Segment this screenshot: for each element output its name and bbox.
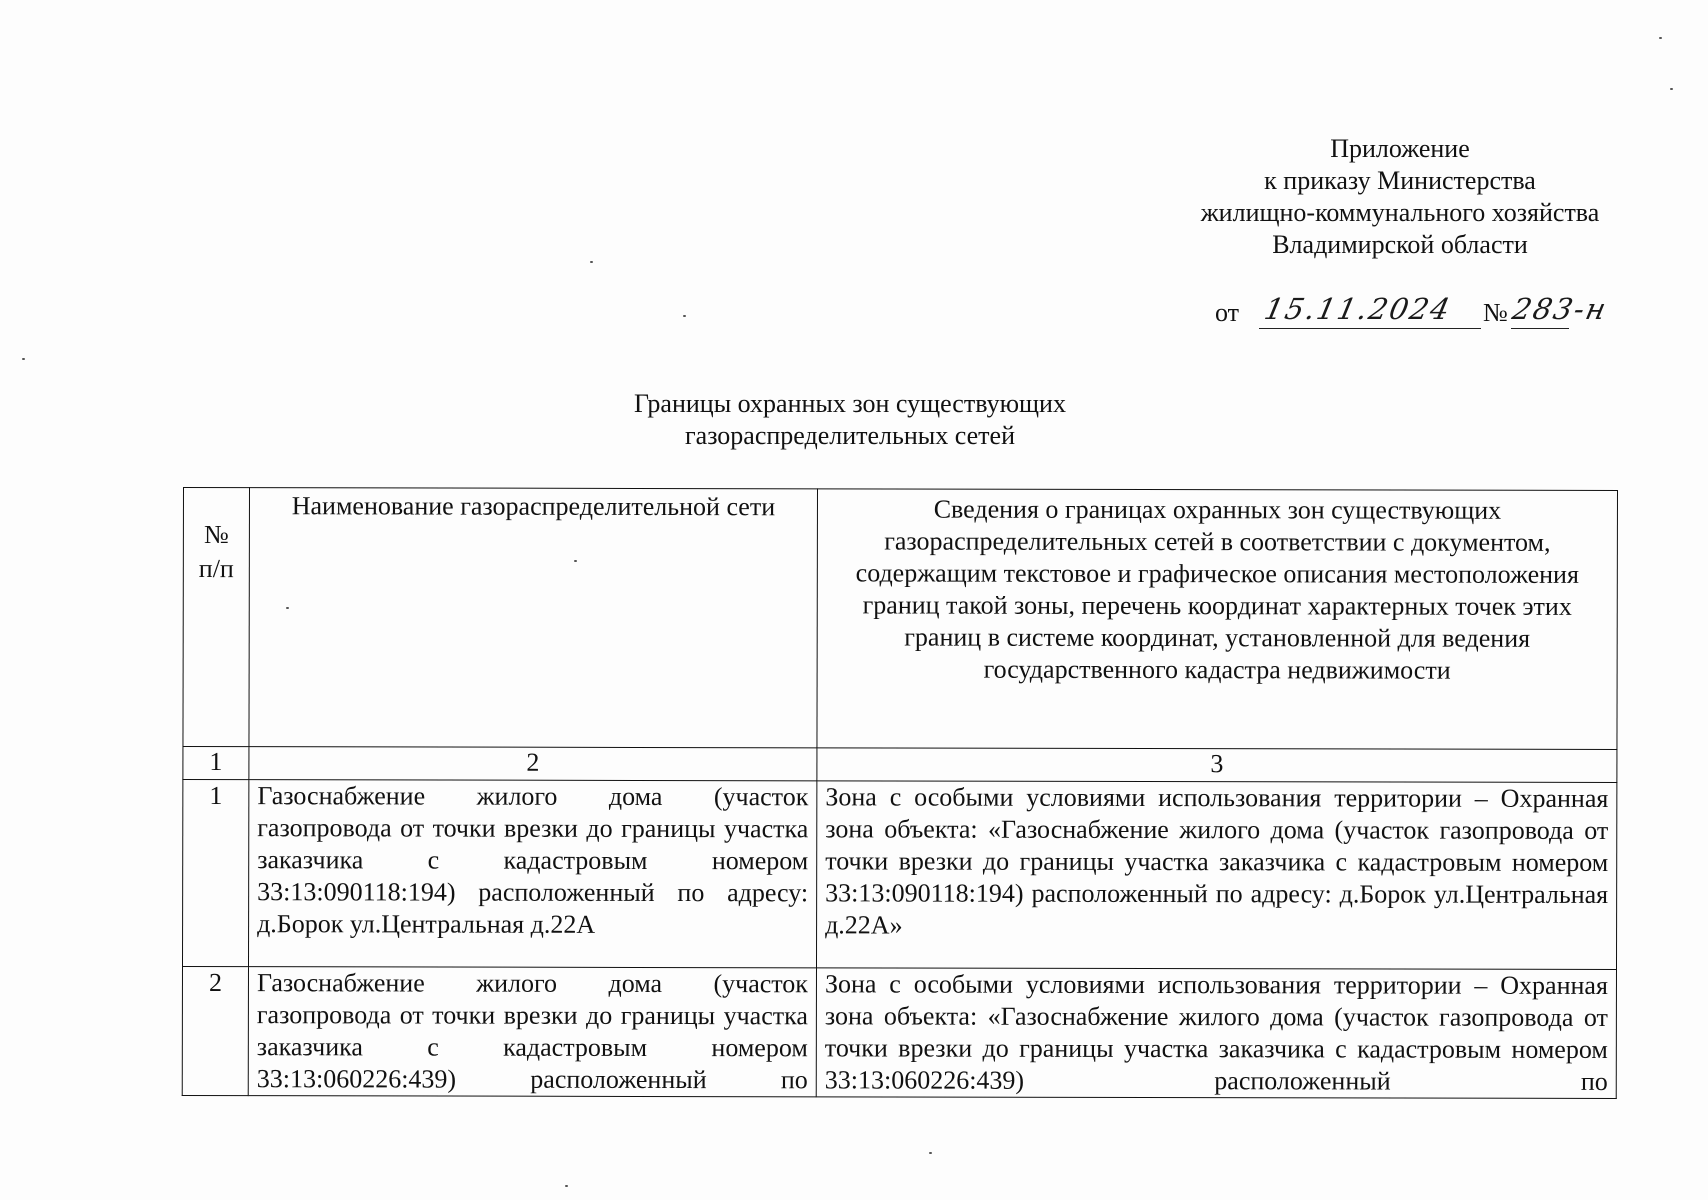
number-label: №	[1483, 298, 1508, 327]
table-row	[182, 780, 1616, 970]
scan-speck	[1670, 88, 1673, 90]
scan-speck	[1659, 37, 1662, 39]
protection-zones-table	[182, 487, 1618, 1099]
header-network-name: Наименование газораспределительной сети	[249, 488, 818, 748]
handwritten-date: 15.11.2024	[1261, 292, 1455, 326]
header-zone-info: Сведения о границах охранных зон существующих газораспределительных сетей в соответствии с документом, содержащим текстовое и графическое описания местоположения границ такой зоны, перечень координат характерных точек этих границ в системе координат, установленной для ведения государственного кадастра недвижимости	[817, 489, 1618, 750]
document-title	[500, 388, 1200, 452]
column-number-row	[183, 747, 1617, 783]
header-num: № п/п	[183, 488, 250, 747]
approval-line-2: к приказу Министерства	[1264, 166, 1536, 195]
title-line-1: Границы охранных зон существующих	[634, 389, 1066, 418]
scan-speck	[683, 315, 686, 317]
title-line-2: газораспределительных сетей	[684, 421, 1015, 450]
scan-speck	[590, 261, 593, 263]
date-underline	[1259, 328, 1481, 329]
date-label: от	[1215, 298, 1240, 327]
order-reference	[1215, 292, 1635, 332]
zone-info-cell: Зона с особыми условиями использования территории – Охранная зона объекта: «Газоснабжение жилого дома (участок газопровода от точки врезки до границы участка заказчика с кадастровым номером 33:13:090118:194) расположенный по адресу: д.Борок ул.Центральная д.22А»	[816, 781, 1616, 970]
row-number: 1	[182, 780, 248, 967]
number-underline	[1511, 328, 1569, 329]
network-name-cell: Газоснабжение жилого дома (участок газопровода от точки врезки до границы участка заказчика с кадастровым номером 33:13:060226:439) расположенный по	[248, 967, 816, 1097]
scan-speck	[574, 560, 577, 562]
handwritten-order-number: 283-н	[1509, 292, 1611, 326]
approval-line-4: Владимирской области	[1272, 230, 1528, 259]
scan-speck	[929, 1152, 932, 1154]
column-number: 1	[183, 747, 249, 780]
network-name-cell: Газоснабжение жилого дома (участок газопровода от точки врезки до границы участка заказчика с кадастровым номером 33:13:090118:194) расположенный по адресу: д.Борок ул.Центральная д.22А	[248, 780, 816, 968]
approval-line-1: Приложение	[1330, 134, 1470, 163]
column-number: 3	[817, 748, 1617, 783]
zone-info-cell: Зона с особыми условиями использования территории – Охранная зона объекта: «Газоснабжение жилого дома (участок газопровода от точки врезки до границы участка заказчика с кадастровым номером 33:13:060226:439) расположенный по	[816, 968, 1616, 1099]
scan-speck	[286, 607, 289, 609]
table-row	[182, 967, 1616, 1099]
table-header-row	[183, 488, 1618, 750]
approval-block	[1140, 133, 1660, 261]
approval-line-3: жилищно-коммунального хозяйства	[1200, 198, 1600, 227]
scan-speck	[565, 1185, 568, 1187]
scan-speck	[22, 358, 25, 360]
row-number: 2	[182, 967, 248, 1096]
column-number: 2	[249, 747, 817, 781]
